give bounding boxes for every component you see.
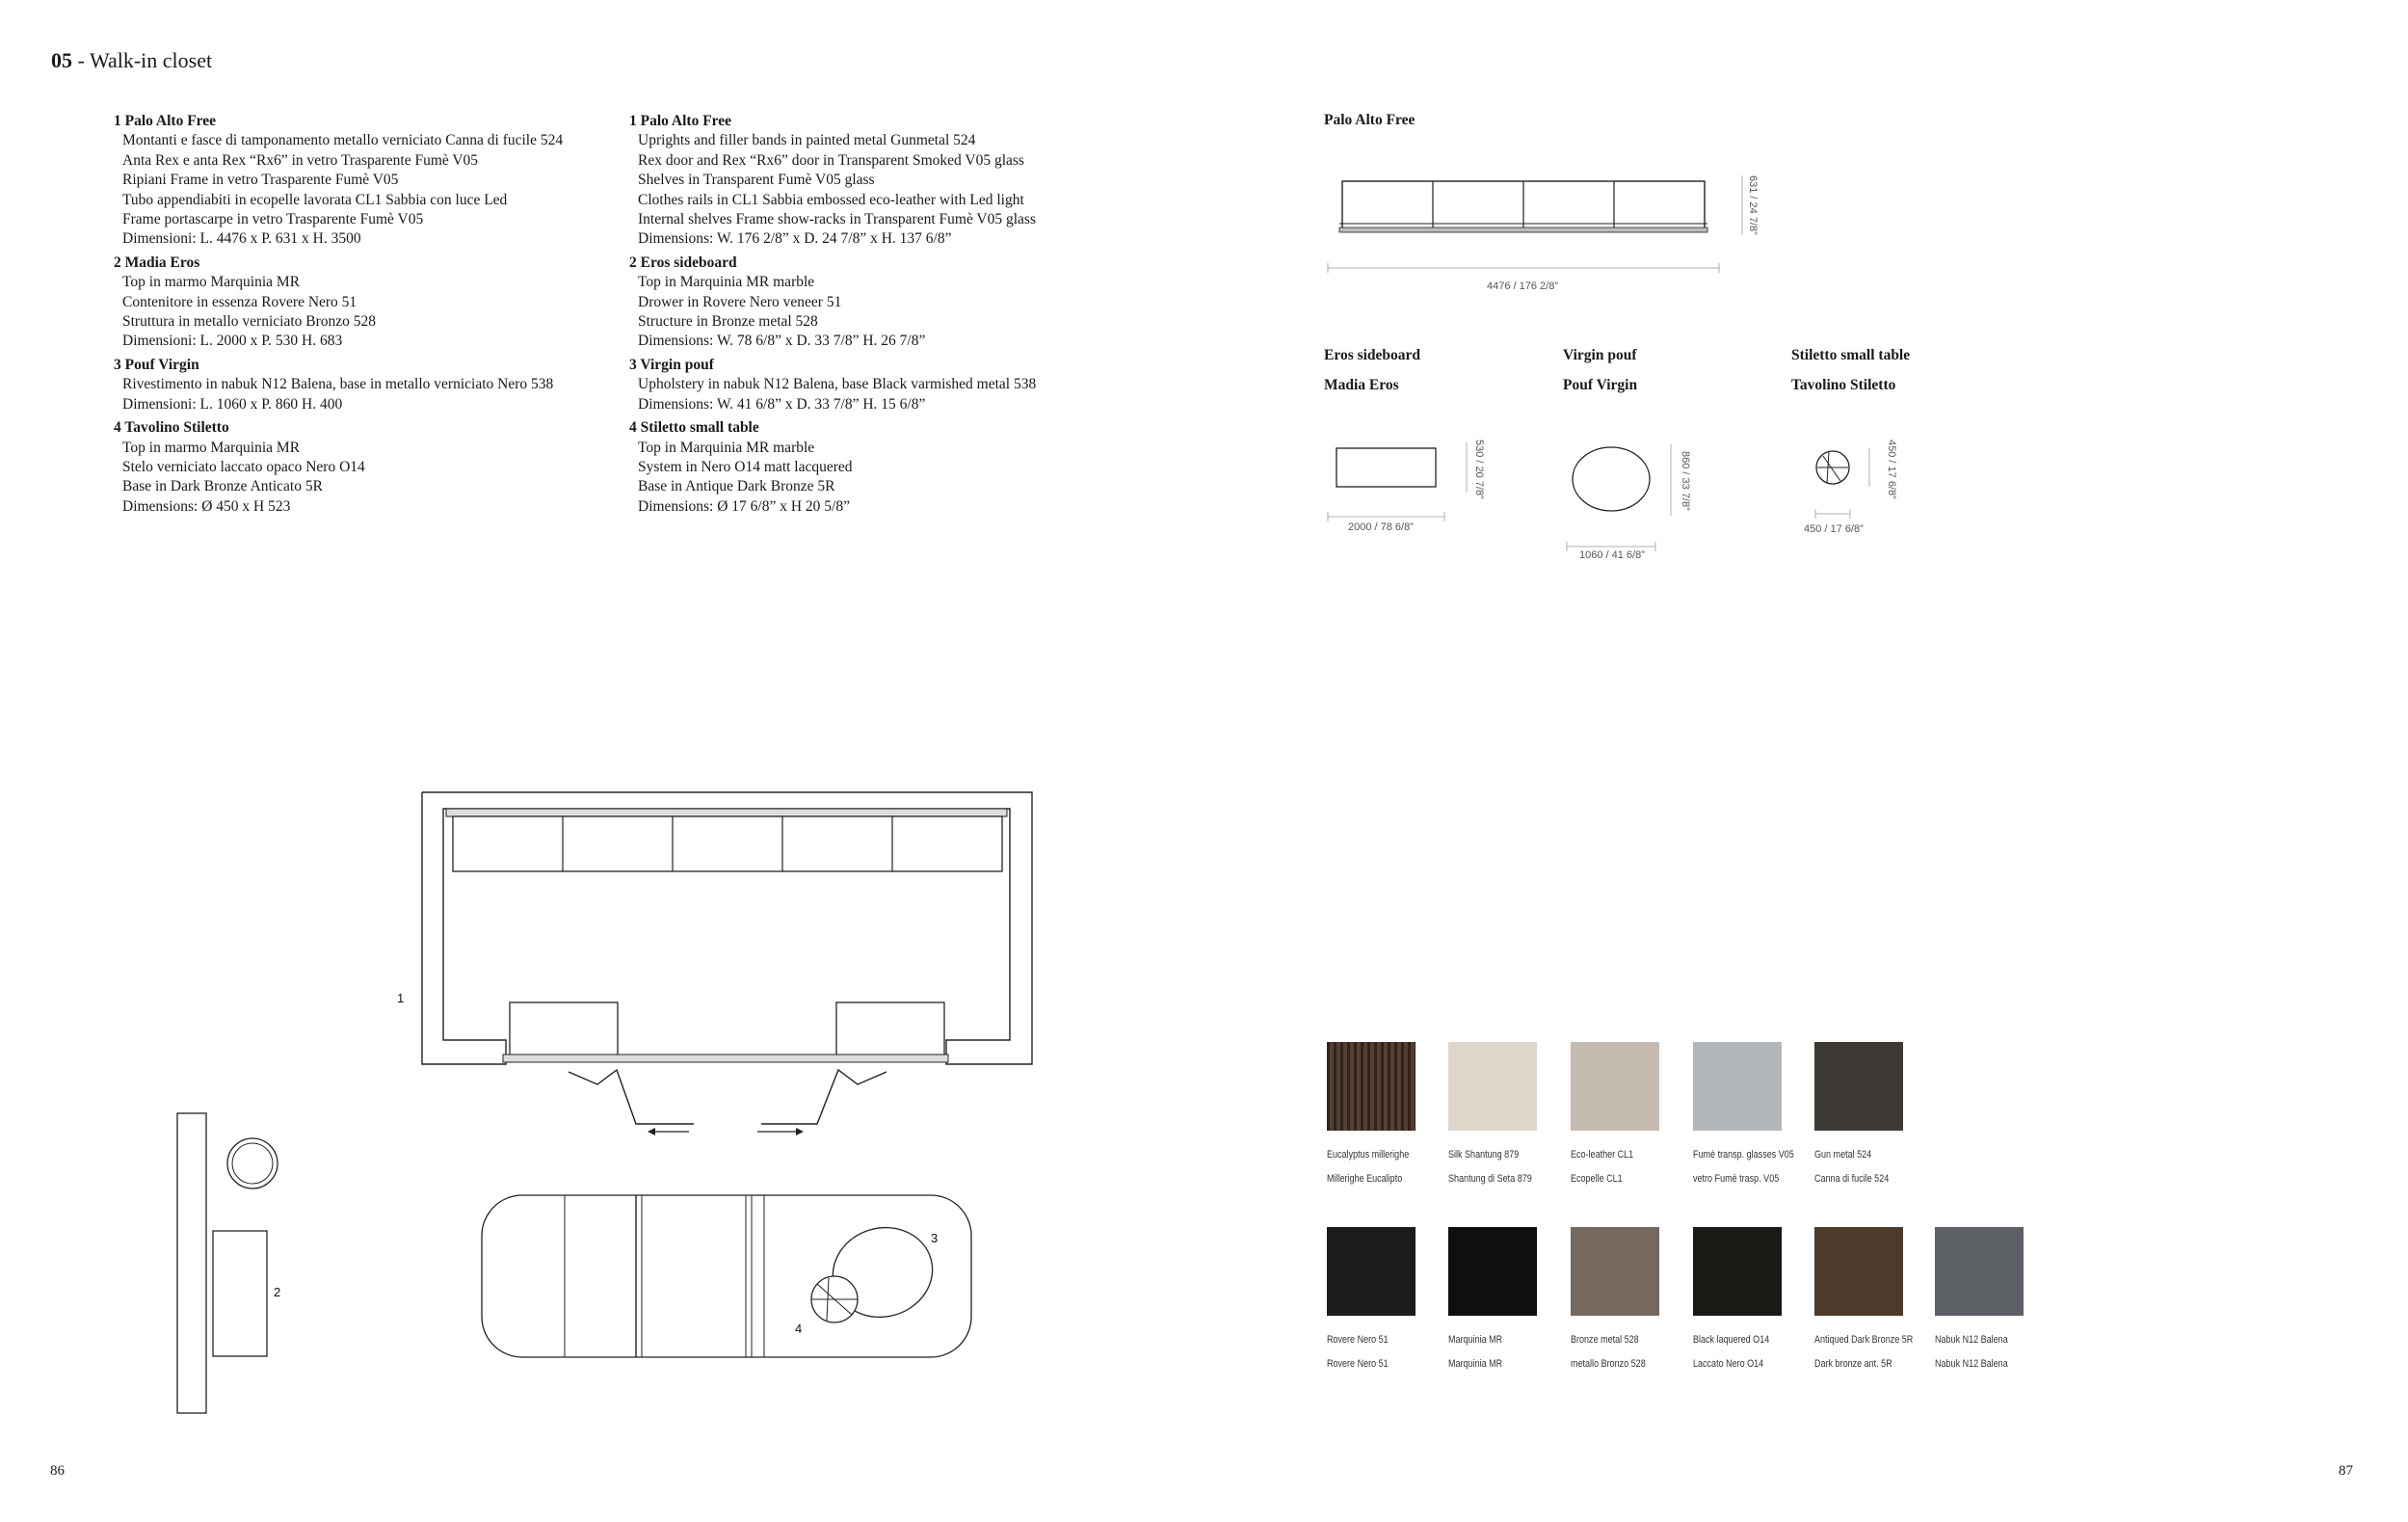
eros-width-dimension: 2000 / 78 6/8”: [1348, 521, 1414, 533]
plan-label-1: 1: [397, 991, 405, 1005]
palo-alto-elevation-drawing: [1326, 174, 1760, 289]
description-line: Ripiani Frame in vetro Trasparente Fumè V05: [122, 172, 399, 189]
description-line: System in Nero O14 matt lacquered: [638, 458, 853, 475]
description-heading: 4 Stiletto small table: [629, 419, 759, 437]
finish-label-en: Eucalyptus millerighe: [1327, 1149, 1410, 1161]
finish-label-en: Eco-leather CL1: [1571, 1149, 1634, 1161]
stiletto-width-dimension: 450 / 17 6/8”: [1804, 523, 1864, 535]
finish-label-it: Dark bronze ant. 5R: [1814, 1358, 1892, 1370]
finish-swatch: [1571, 1227, 1659, 1316]
finish-label-it: Marquinia MR: [1448, 1358, 1503, 1370]
description-line: Contenitore in essenza Rovere Nero 51: [122, 293, 357, 310]
description-heading: 3 Virgin pouf: [629, 356, 714, 373]
description-line: Dimensions: W. 78 6/8” x D. 33 7/8” H. 26 7/8”: [638, 333, 926, 350]
description-line: Stelo verniciato laccato opaco Nero O14: [122, 458, 365, 475]
description-line: Montanti e fasce di tamponamento metallo verniciato Canna di fucile 524: [122, 132, 564, 149]
palo-alto-width-dimension: 4476 / 176 2/8”: [1487, 280, 1559, 292]
description-line: Shelves in Transparent Fumè V05 glass: [638, 172, 875, 189]
stiletto-title-it: Tavolino Stiletto: [1791, 377, 1896, 393]
finish-label-en: Black laquered O14: [1693, 1334, 1770, 1346]
finish-label-it: Laccato Nero O14: [1693, 1358, 1764, 1370]
description-line: Tubo appendiabiti in ecopelle lavorata CL1 Sabbia con luce Led: [122, 191, 508, 208]
finish-label-en: Bronze metal 528: [1571, 1334, 1639, 1346]
description-line: Dimensions: Ø 450 x H 523: [122, 497, 291, 515]
description-line: Dimensioni: L. 2000 x P. 530 H. 683: [122, 333, 343, 350]
eros-title-en: Eros sideboard: [1324, 347, 1421, 363]
description-line: Top in Marquinia MR marble: [638, 439, 815, 456]
description-heading: 4 Tavolino Stiletto: [114, 419, 229, 437]
description-line: Dimensions: Ø 17 6/8” x H 20 5/8”: [638, 497, 850, 515]
section-number: 05: [51, 48, 72, 72]
eros-depth-dimension: 530 / 20 7/8”: [1473, 440, 1485, 499]
finish-swatch: [1814, 1042, 1903, 1131]
description-line: Anta Rex e anta Rex “Rx6” in vetro Trasparente Fumè V05: [122, 151, 479, 169]
virgin-title-en: Virgin pouf: [1563, 347, 1637, 363]
finish-swatch: [1571, 1042, 1659, 1131]
palo-alto-title: Palo Alto Free: [1324, 112, 1416, 128]
description-line: Upholstery in nabuk N12 Balena, base Black varmished metal 538: [638, 376, 1037, 393]
stiletto-title-en: Stiletto small table: [1791, 347, 1911, 363]
description-heading: 2 Eros sideboard: [629, 254, 737, 271]
finish-label-en: Gun metal 524: [1814, 1149, 1872, 1161]
finish-label-it: Shantung di Seta 879: [1448, 1173, 1532, 1185]
description-line: Rex door and Rex “Rx6” door in Transparent Smoked V05 glass: [638, 151, 1024, 169]
description-line: Frame portascarpe in vetro Trasparente Fumè V05: [122, 211, 424, 228]
finish-label-it: vetro Fumè trasp. V05: [1693, 1173, 1780, 1185]
description-line: Clothes rails in CL1 Sabbia embossed eco-leather with Led light: [638, 191, 1024, 208]
section-title: Walk-in closet: [89, 48, 213, 72]
finish-label-it: Nabuk N12 Balena: [1935, 1358, 2008, 1370]
description-line: Top in marmo Marquinia MR: [122, 274, 301, 291]
description-line: Dimensioni: L. 4476 x P. 631 x H. 3500: [122, 230, 361, 248]
finish-label-en: Silk Shantung 879: [1448, 1149, 1520, 1161]
description-line: Internal shelves Frame show-racks in Transparent Fumè V05 glass: [638, 211, 1036, 228]
description-heading: 1 Palo Alto Free: [629, 113, 732, 129]
description-line: Uprights and filler bands in painted metal Gunmetal 524: [638, 132, 976, 149]
finish-label-en: Antiqued Dark Bronze 5R: [1814, 1334, 1914, 1346]
finish-swatch: [1327, 1042, 1416, 1131]
description-line: Structure in Bronze metal 528: [638, 313, 818, 331]
description-line: Dimensions: W. 176 2/8” x D. 24 7/8” x H. 137 6/8”: [638, 230, 952, 248]
description-line: Top in marmo Marquinia MR: [122, 439, 301, 456]
palo-alto-depth-dimension: 631 / 24 7/8”: [1747, 175, 1759, 235]
page-number-left: 86: [50, 1463, 65, 1479]
finish-label-en: Nabuk N12 Balena: [1935, 1334, 2008, 1346]
stiletto-table-drawing: [1804, 439, 1891, 535]
description-line: Rivestimento in nabuk N12 Balena, base in metallo verniciato Nero 538: [122, 376, 554, 393]
finish-label-it: Ecopelle CL1: [1571, 1173, 1623, 1185]
description-heading: 2 Madia Eros: [114, 254, 200, 271]
finish-swatch: [1693, 1042, 1782, 1131]
description-line: Top in Marquinia MR marble: [638, 274, 815, 291]
description-line: Dimensions: W. 41 6/8” x D. 33 7/8” H. 15 6/8”: [638, 395, 926, 413]
virgin-width-dimension: 1060 / 41 6/8”: [1579, 549, 1645, 561]
virgin-depth-dimension: 860 / 33 7/8”: [1680, 451, 1691, 511]
finish-label-en: Rovere Nero 51: [1327, 1334, 1389, 1346]
finish-label-en: Marquinia MR: [1448, 1334, 1503, 1346]
finish-swatch: [1935, 1227, 2024, 1316]
description-heading: 3 Pouf Virgin: [114, 356, 199, 373]
page-number-right: 87: [2339, 1463, 2353, 1479]
virgin-title-it: Pouf Virgin: [1563, 377, 1638, 393]
title-separator: -: [72, 48, 90, 72]
finish-swatch: [1448, 1042, 1537, 1131]
finish-swatch: [1327, 1227, 1416, 1316]
finish-label-en: Fumè transp. glasses V05: [1693, 1149, 1794, 1161]
description-line: Base in Antique Dark Bronze 5R: [638, 478, 835, 495]
description-heading: 1 Palo Alto Free: [114, 113, 217, 129]
eros-title-it: Madia Eros: [1324, 377, 1399, 393]
description-line: Base in Dark Bronze Anticato 5R: [122, 478, 323, 495]
description-line: Drower in Rovere Nero veneer 51: [638, 293, 842, 310]
finish-swatch: [1448, 1227, 1537, 1316]
finish-swatch: [1693, 1227, 1782, 1316]
finish-swatch: [1814, 1227, 1903, 1316]
stiletto-depth-dimension: 450 / 17 6/8”: [1886, 440, 1897, 499]
description-line: Dimensioni: L. 1060 x P. 860 H. 400: [122, 395, 343, 413]
plan-label-4: 4: [795, 1322, 803, 1336]
plan-label-2: 2: [274, 1285, 281, 1299]
walk-in-closet-floor-plan: [0, 0, 1060, 1446]
finish-label-it: Millerighe Eucalipto: [1327, 1173, 1403, 1185]
plan-label-3: 3: [931, 1231, 939, 1245]
finish-label-it: Canna di fucile 524: [1814, 1173, 1890, 1185]
finish-label-it: metallo Bronzo 528: [1571, 1358, 1646, 1370]
finish-label-it: Rovere Nero 51: [1327, 1358, 1389, 1370]
description-line: Struttura in metallo verniciato Bronzo 528: [122, 313, 377, 331]
